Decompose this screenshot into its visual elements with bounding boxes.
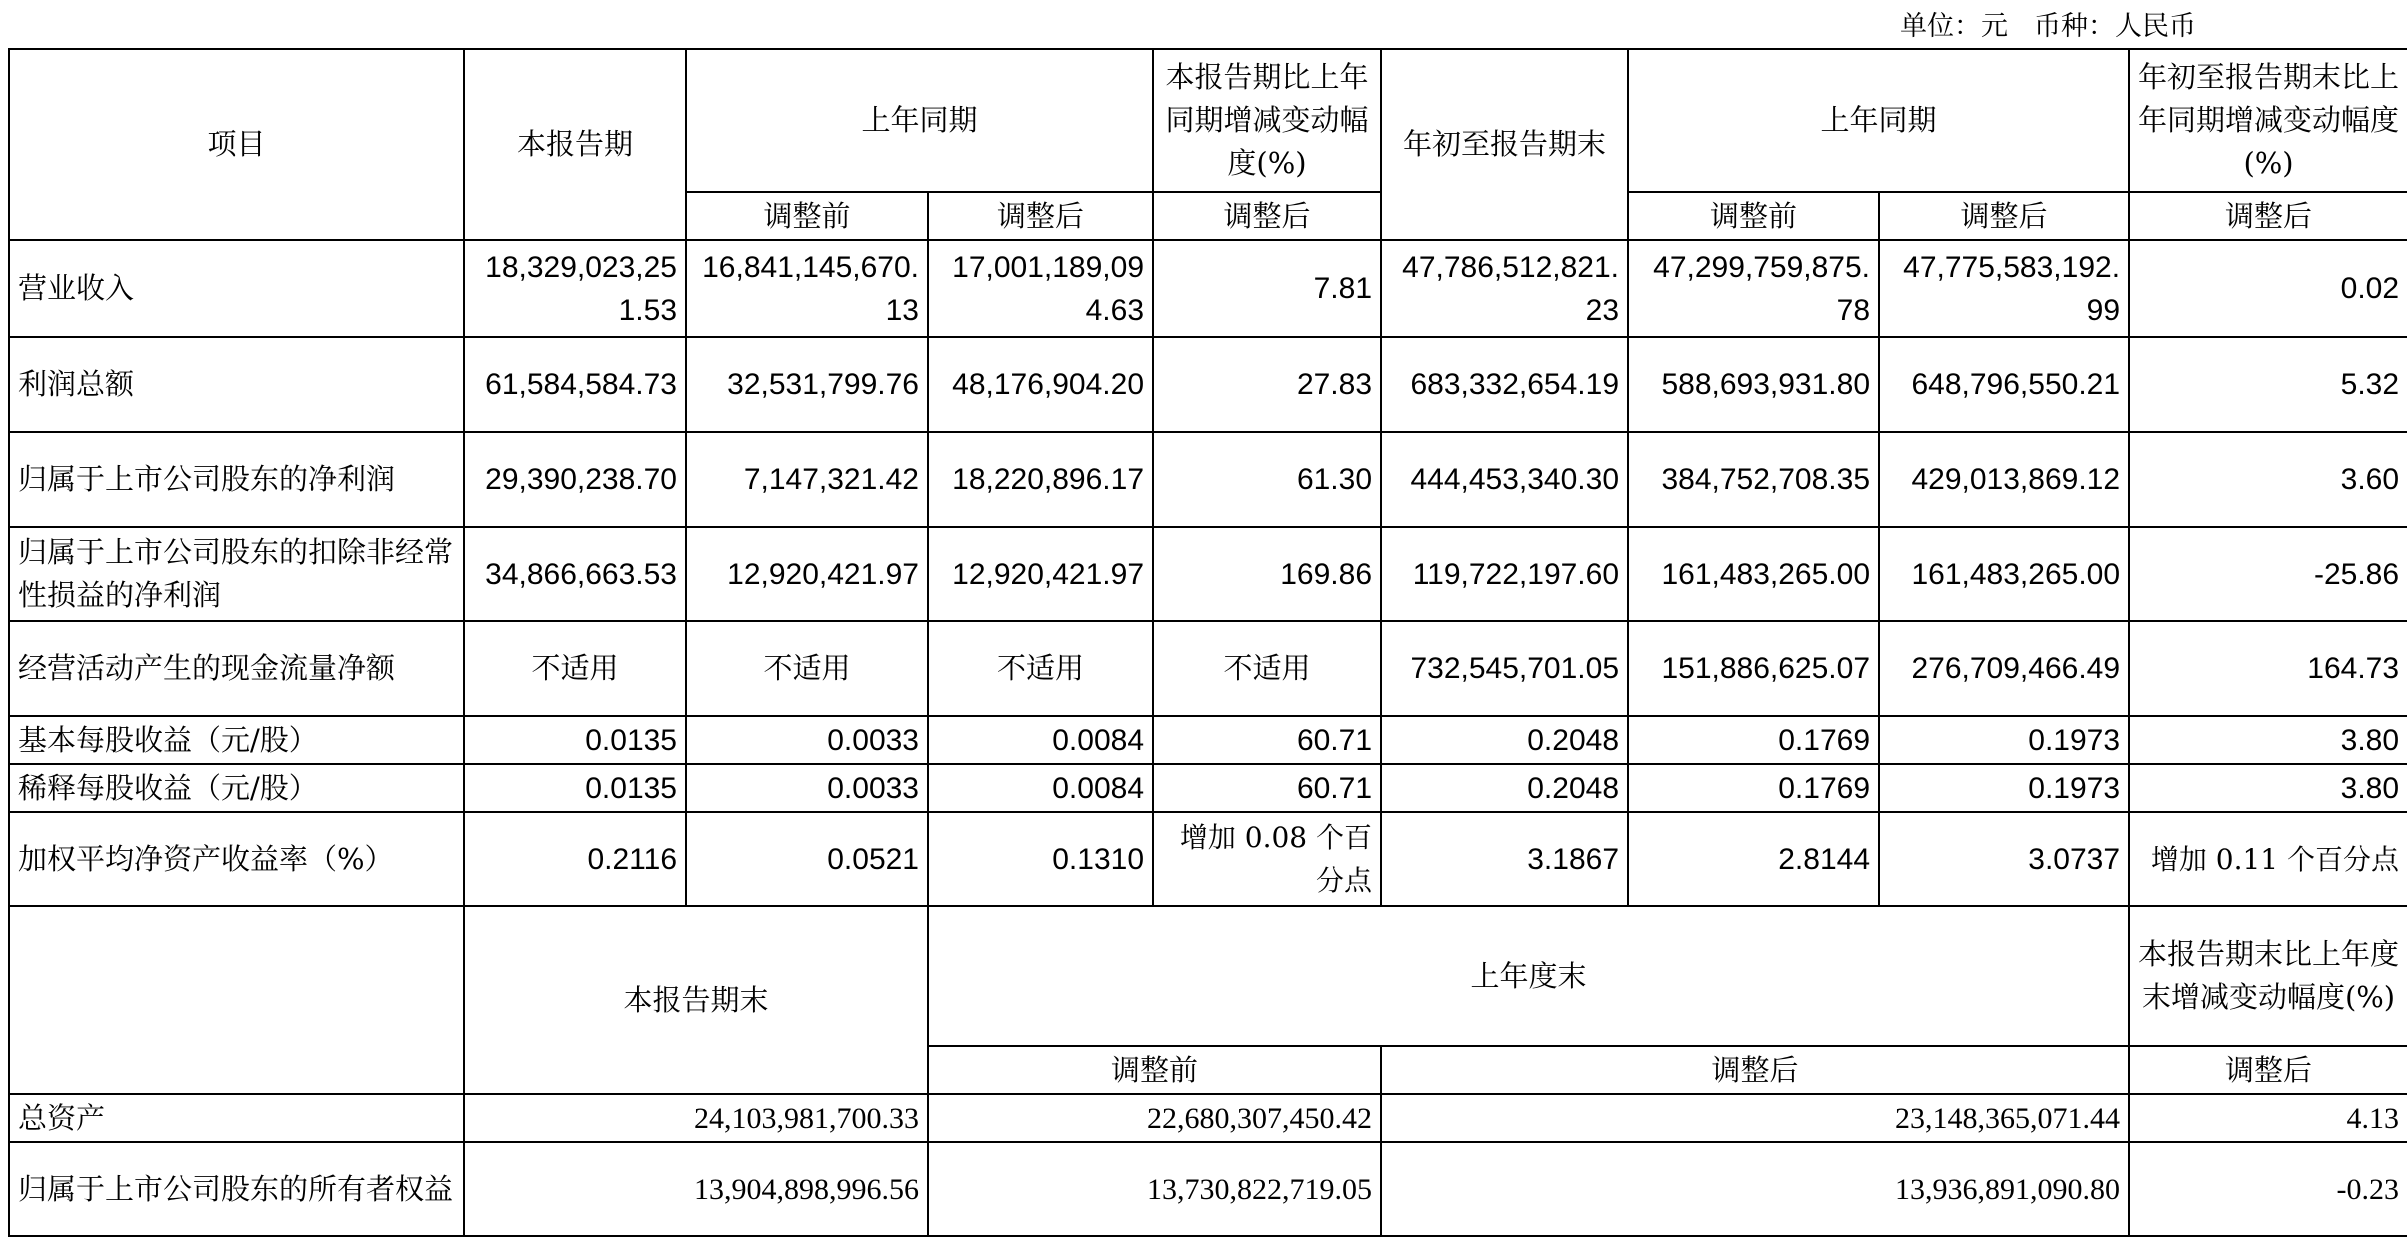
cell-ytd-after: 0.1973 (1879, 716, 2129, 764)
header-ytd-change-pct: 年初至报告期末比上年同期增减变动幅度(%) (2129, 49, 2407, 192)
cell-before-adj: 22,680,307,450.42 (928, 1094, 1381, 1142)
cell-period-end: 24,103,981,700.33 (464, 1094, 928, 1142)
bottom-header-after-adj: 调整后 (1381, 1046, 2129, 1094)
bottom-header-row-1 (9, 906, 2407, 1046)
cell-ytd-after: 648,796,550.21 (1879, 337, 2129, 432)
cell-current: 不适用 (464, 621, 686, 716)
header-current-period: 本报告期 (464, 49, 686, 240)
cell-before-adj: 13,730,822,719.05 (928, 1142, 1381, 1236)
cell-prior-after: 12,920,421.97 (928, 527, 1153, 621)
header-after-adj-ytd: 调整后 (1879, 192, 2129, 240)
cell-change: 60.71 (1153, 764, 1381, 812)
cell-ytd-after: 3.0737 (1879, 812, 2129, 906)
table-row (9, 1142, 2407, 1236)
cell-prior-before: 0.0033 (686, 716, 928, 764)
cell-ytd-before: 384,752,708.35 (1628, 432, 1879, 527)
cell-ytd: 119,722,197.60 (1381, 527, 1628, 621)
header-after-adj-change: 调整后 (1153, 192, 1381, 240)
header-prior-same-period: 上年同期 (686, 49, 1153, 192)
cell-ytd-after: 276,709,466.49 (1879, 621, 2129, 716)
cell-change: 不适用 (1153, 621, 1381, 716)
cell-current: 0.2116 (464, 812, 686, 906)
cell-ytd: 0.2048 (1381, 764, 1628, 812)
row-label: 营业收入 (9, 240, 464, 337)
cell-current: 34,866,663.53 (464, 527, 686, 621)
cell-ytd-change: 3.60 (2129, 432, 2407, 527)
table-row (9, 432, 2407, 527)
cell-prior-before: 16,841,145,670.13 (686, 240, 928, 337)
cell-change: 60.71 (1153, 716, 1381, 764)
row-label: 归属于上市公司股东的所有者权益 (9, 1142, 464, 1236)
header-after-adj-change-ytd: 调整后 (2129, 192, 2407, 240)
financial-data-table (8, 48, 2407, 1237)
cell-after-adj: 23,148,365,071.44 (1381, 1094, 2129, 1142)
table-row (9, 716, 2407, 764)
cell-prior-after: 17,001,189,094.63 (928, 240, 1153, 337)
bottom-header-period-end: 本报告期末 (464, 906, 928, 1094)
cell-current: 29,390,238.70 (464, 432, 686, 527)
unit-label: 单位：元 (1900, 11, 2008, 42)
cell-ytd-before: 47,299,759,875.78 (1628, 240, 1879, 337)
cell-ytd-change: 164.73 (2129, 621, 2407, 716)
cell-ytd-before: 0.1769 (1628, 764, 1879, 812)
cell-ytd-after: 47,775,583,192.99 (1879, 240, 2129, 337)
cell-change: 4.13 (2129, 1094, 2407, 1142)
bottom-header-empty (9, 906, 464, 1094)
cell-prior-after: 0.0084 (928, 764, 1153, 812)
cell-ytd: 0.2048 (1381, 716, 1628, 764)
cell-ytd-before: 0.1769 (1628, 716, 1879, 764)
cell-change: -0.23 (2129, 1142, 2407, 1236)
table-row (9, 337, 2407, 432)
bottom-header-prior-year-end: 上年度末 (928, 906, 2129, 1046)
row-label: 经营活动产生的现金流量净额 (9, 621, 464, 716)
cell-prior-before: 不适用 (686, 621, 928, 716)
cell-current: 0.0135 (464, 716, 686, 764)
cell-prior-before: 7,147,321.42 (686, 432, 928, 527)
header-item: 项目 (9, 49, 464, 240)
currency-label: 币种：人民币 (2034, 11, 2196, 42)
cell-change: 增加 0.08 个百分点 (1153, 812, 1381, 906)
cell-ytd-change: -25.86 (2129, 527, 2407, 621)
cell-ytd-before: 2.8144 (1628, 812, 1879, 906)
row-label: 归属于上市公司股东的净利润 (9, 432, 464, 527)
cell-ytd: 444,453,340.30 (1381, 432, 1628, 527)
cell-prior-before: 32,531,799.76 (686, 337, 928, 432)
row-label: 总资产 (9, 1094, 464, 1142)
cell-prior-after: 0.0084 (928, 716, 1153, 764)
cell-prior-before: 0.0033 (686, 764, 928, 812)
header-before-adj: 调整前 (686, 192, 928, 240)
unit-line (1900, 4, 2222, 43)
table-row (9, 240, 2407, 337)
cell-ytd-before: 588,693,931.80 (1628, 337, 1879, 432)
cell-prior-after: 18,220,896.17 (928, 432, 1153, 527)
cell-after-adj: 13,936,891,090.80 (1381, 1142, 2129, 1236)
table-row (9, 527, 2407, 621)
row-label: 稀释每股收益（元/股） (9, 764, 464, 812)
cell-ytd-after: 0.1973 (1879, 764, 2129, 812)
header-after-adj: 调整后 (928, 192, 1153, 240)
bottom-header-after-adj-change: 调整后 (2129, 1046, 2407, 1094)
cell-change: 27.83 (1153, 337, 1381, 432)
cell-ytd-change: 5.32 (2129, 337, 2407, 432)
cell-ytd-before: 161,483,265.00 (1628, 527, 1879, 621)
header-change-pct: 本报告期比上年同期增减变动幅度(%) (1153, 49, 1381, 192)
table-row (9, 621, 2407, 716)
cell-ytd: 47,786,512,821.23 (1381, 240, 1628, 337)
cell-ytd-change: 3.80 (2129, 716, 2407, 764)
table-row (9, 1094, 2407, 1142)
cell-prior-before: 12,920,421.97 (686, 527, 928, 621)
cell-prior-before: 0.0521 (686, 812, 928, 906)
bottom-header-before-adj: 调整前 (928, 1046, 1381, 1094)
table-row (9, 764, 2407, 812)
cell-ytd: 683,332,654.19 (1381, 337, 1628, 432)
cell-ytd-change: 增加 0.11 个百分点 (2129, 812, 2407, 906)
table-row (9, 812, 2407, 906)
cell-period-end: 13,904,898,996.56 (464, 1142, 928, 1236)
cell-ytd-change: 3.80 (2129, 764, 2407, 812)
cell-ytd: 3.1867 (1381, 812, 1628, 906)
cell-prior-after: 0.1310 (928, 812, 1153, 906)
row-label: 归属于上市公司股东的扣除非经常性损益的净利润 (9, 527, 464, 621)
cell-current: 0.0135 (464, 764, 686, 812)
cell-ytd-before: 151,886,625.07 (1628, 621, 1879, 716)
cell-ytd-after: 161,483,265.00 (1879, 527, 2129, 621)
header-ytd: 年初至报告期末 (1381, 49, 1628, 240)
header-row-1 (9, 49, 2407, 192)
row-label: 利润总额 (9, 337, 464, 432)
cell-change: 169.86 (1153, 527, 1381, 621)
cell-change: 61.30 (1153, 432, 1381, 527)
cell-current: 18,329,023,251.53 (464, 240, 686, 337)
cell-prior-after: 不适用 (928, 621, 1153, 716)
row-label: 基本每股收益（元/股） (9, 716, 464, 764)
cell-prior-after: 48,176,904.20 (928, 337, 1153, 432)
cell-current: 61,584,584.73 (464, 337, 686, 432)
cell-change: 7.81 (1153, 240, 1381, 337)
bottom-header-change-pct: 本报告期末比上年度末增减变动幅度(%) (2129, 906, 2407, 1046)
header-before-adj-ytd: 调整前 (1628, 192, 1879, 240)
cell-ytd-after: 429,013,869.12 (1879, 432, 2129, 527)
cell-ytd-change: 0.02 (2129, 240, 2407, 337)
header-prior-ytd: 上年同期 (1628, 49, 2129, 192)
row-label: 加权平均净资产收益率（%） (9, 812, 464, 906)
cell-ytd: 732,545,701.05 (1381, 621, 1628, 716)
